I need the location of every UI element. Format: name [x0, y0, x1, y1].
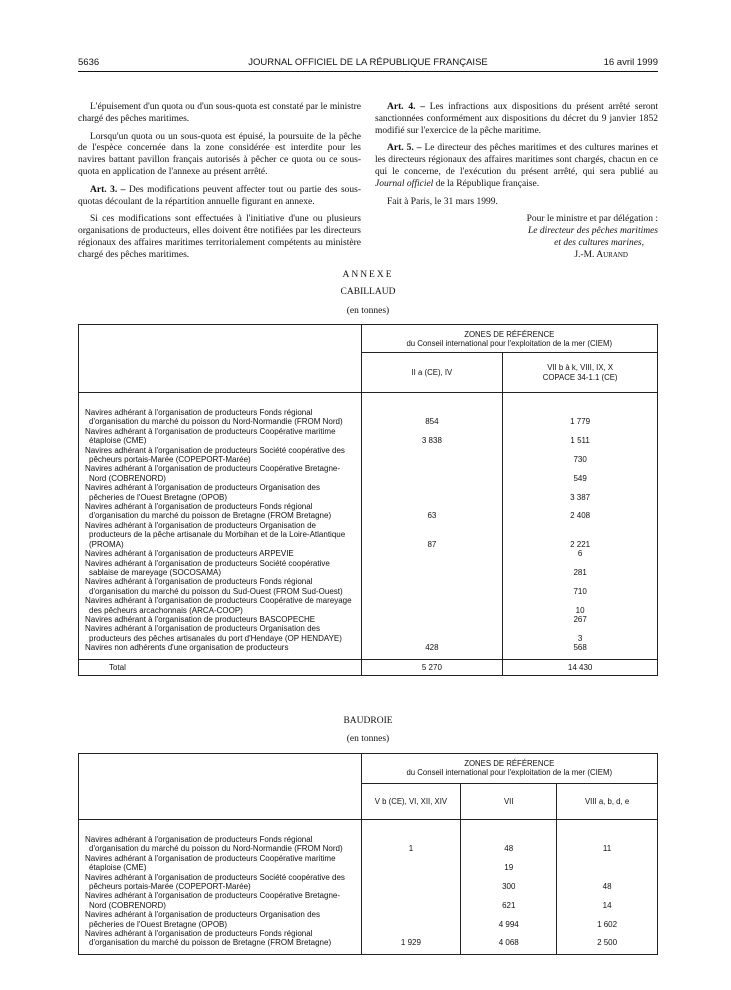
- column-label: COPACE 34-1.1 (CE): [542, 372, 618, 382]
- table-row-label: Navires adhérant à l'organisation de producteurs Organisation des pêcheries de l'Ouest Bretagne (OPOB): [85, 483, 320, 502]
- table-row-label: Navires adhérant à l'organisation de producteurs BASCOPECHE: [85, 614, 316, 624]
- header-rule: [78, 71, 658, 72]
- table-cell-value: 1 779: [570, 417, 591, 427]
- table-row-label: Navires adhérant à l'organisation de producteurs Société coopérative sablaise de mareyage (SOCOSAMA): [85, 558, 330, 577]
- article-text: Les infractions aux dispositions du présent arrêté seront sanctionnées conformément aux dispositions du décret du 9 janvier 1852 modifié sur l'exercice de la pêche maritime.: [375, 102, 658, 136]
- column-header: [461, 784, 557, 820]
- table-cell-value: [362, 910, 461, 929]
- table-row-label: Navires adhérant à l'organisation de producteurs Organisation des pêcheries de l'Ouest Bretagne (OPOB): [85, 910, 320, 929]
- table-cell-value: 1 929: [400, 938, 421, 948]
- table-cell-value: [362, 464, 503, 483]
- unit-label: (en tonnes): [346, 734, 390, 744]
- article-text: de la République française.: [435, 178, 540, 189]
- table-cell-value: 2 500: [597, 938, 618, 948]
- table-row-label: Navires adhérant à l'organisation de producteurs Coopérative maritime étaploise (CME): [85, 853, 336, 873]
- table-cell-value: 730: [573, 455, 587, 465]
- baudroie-table: [78, 753, 658, 955]
- table-cell-value: 854: [425, 417, 439, 427]
- signatory-name: J.-M. Aurand: [574, 249, 628, 260]
- column-header: [361, 353, 503, 393]
- zones-subtitle: du Conseil international pour l'exploitation de la mer (CIEM): [406, 768, 613, 778]
- table-cell-value: 3: [577, 633, 583, 643]
- right-column: [375, 102, 658, 262]
- table-cell-value: 1 602: [597, 919, 618, 929]
- done-at: Fait à Paris, le 31 mars 1999.: [387, 196, 498, 207]
- article-text: Des modifications peuvent affecter tout ou partie des sous-quotas découlant de la répartition annuelle figurant en annexe.: [78, 184, 361, 207]
- total-value: 5 270: [361, 659, 503, 675]
- table-row-label: Navires adhérant à l'organisation de producteurs Société coopérative des pêcheurs portais-Marée (COPEPORT-Marée): [85, 445, 345, 465]
- zones-title: ZONES DE RÉFÉRENCE: [464, 330, 555, 339]
- table-row-label: Navires non adhérents d'une organisation de producteurs: [85, 643, 289, 653]
- table-cell-value: 281: [573, 567, 587, 577]
- column-label: VIII a, b, d, e: [584, 796, 630, 806]
- left-column: [78, 102, 361, 268]
- table-cell-value: 549: [573, 473, 587, 483]
- table-row-label: Navires adhérant à l'organisation de producteurs Coopérative maritime étaploise (CME): [85, 426, 336, 446]
- table-row-label: Navires adhérant à l'organisation de producteurs Fonds régional d'organisation du marché du poisson de Bretagne (FROM Bretagne): [85, 502, 332, 521]
- annexe-title: ANNEXE: [342, 270, 394, 280]
- table-cell-value: 14: [602, 900, 612, 910]
- article-5: [375, 143, 658, 190]
- table-row-label: Navires adhérant à l'organisation de producteurs Fonds régional d'organisation du marché du poisson du Nord-Normandie (FROM Nord): [85, 408, 343, 427]
- column-label: VII: [503, 796, 514, 806]
- signature-line: et des cultures marines,: [554, 237, 644, 248]
- species-title: BAUDROIE: [343, 716, 393, 726]
- journal-title: JOURNAL OFFICIEL DE LA RÉPUBLIQUE FRANÇAISE: [248, 57, 488, 68]
- row-labels: [79, 820, 362, 955]
- table-cell-value: 6: [577, 549, 583, 559]
- zones-title: ZONES DE RÉFÉRENCE: [464, 759, 555, 768]
- table-cell-value: [362, 549, 503, 558]
- article-label: Art. 5. –: [387, 143, 422, 154]
- total-label: Total: [79, 659, 362, 675]
- zones-header: [361, 325, 657, 353]
- table-cell-value: 2 408: [570, 511, 591, 521]
- table-cell-value: 710: [573, 586, 587, 596]
- paragraph: L'épuisement d'un quota ou d'un sous-quota est constaté par le ministre chargé des pêches maritimes.: [78, 102, 361, 124]
- table-cell-value: 4 994: [498, 919, 519, 929]
- table-cell-value: 428: [425, 643, 439, 653]
- signature-block: [375, 214, 658, 261]
- issue-date: 16 avril 1999: [603, 57, 658, 68]
- table-cell-value: 267: [573, 614, 587, 624]
- table-cell-value: [362, 615, 503, 624]
- article-text: Le directeur des pêches maritimes et des cultures marines et les directeurs régionaux des affaires maritimes sont chargés, chacun en ce qui le concerne, de l'exécution du présent arrêté, qui sera publié au: [375, 143, 659, 177]
- journal-name: Journal officiel: [375, 178, 434, 189]
- column-header: [361, 784, 461, 820]
- table-cell-value: 3 838: [421, 436, 442, 446]
- table-cell-value: [362, 624, 503, 643]
- signature-line: Pour le ministre et par délégation :: [526, 214, 658, 225]
- table-cell-value: [362, 891, 461, 910]
- table-cell-value: 19: [504, 863, 514, 873]
- values-zone-3: [557, 820, 658, 955]
- table-cell-value: 621: [502, 900, 516, 910]
- cabillaud-table: [78, 324, 658, 676]
- table-row-label: Navires adhérant à l'organisation de producteurs Société coopérative des pêcheurs portais-Marée (COPEPORT-Marée): [85, 872, 345, 892]
- zones-header: [361, 754, 657, 784]
- empty-header-cell: [79, 325, 362, 393]
- table-cell-value: [362, 446, 503, 465]
- column-label: V b (CE), VI, XII, XIV: [374, 796, 448, 806]
- total-value: 14 430: [503, 659, 658, 675]
- values-zone-2: [503, 393, 658, 660]
- table-row-label: Navires adhérant à l'organisation de producteurs Organisation des producteurs des pêches artisanales du port d'Hendaye (OP HENDAYE): [85, 624, 342, 643]
- table-cell-value: [362, 873, 461, 892]
- column-header: [503, 353, 658, 393]
- table-row-label: Navires adhérant à l'organisation de producteurs ARPEVIE: [85, 549, 294, 559]
- table-cell-value: 2 221: [570, 539, 591, 549]
- table-cell-value: 3 387: [570, 492, 591, 502]
- table-cell-value: 4 068: [498, 938, 519, 948]
- table-cell-value: [362, 854, 461, 873]
- table-row-label: Navires adhérant à l'organisation de producteurs Coopérative Bretagne-Nord (COBRENORD): [85, 891, 341, 910]
- values-zone-2: [461, 820, 557, 955]
- table-cell-value: 568: [573, 643, 587, 653]
- column-label: II a (CE), IV: [411, 367, 453, 377]
- table-cell-value: [362, 559, 503, 578]
- zones-subtitle: du Conseil international pour l'exploitation de la mer (CIEM): [406, 339, 613, 349]
- article-4: [375, 102, 658, 137]
- species-title: CABILLAUD: [340, 287, 396, 297]
- table-cell-value: [362, 577, 503, 596]
- unit-label: (en tonnes): [346, 306, 390, 316]
- article-3: [78, 185, 361, 209]
- table-row-label: Navires adhérant à l'organisation de producteurs Coopérative Bretagne-Nord (COBRENORD): [85, 464, 341, 483]
- table-cell-value: 48: [602, 882, 612, 892]
- table-row-label: Navires adhérant à l'organisation de producteurs Organisation de producteurs de la pêche artisanale du Morbihan et de la Loire-Atlantique (PROMA): [85, 520, 346, 549]
- table-cell-value: 1: [408, 844, 414, 854]
- table-cell-value: 10: [575, 605, 585, 615]
- article-label: Art. 4. –: [387, 102, 425, 112]
- table-cell-value: 87: [427, 539, 437, 549]
- table-cell-value: 63: [427, 511, 437, 521]
- table-cell-value: [362, 483, 503, 502]
- table-cell-value: [362, 596, 503, 615]
- values-zone-1: [361, 393, 503, 660]
- table-cell-value: 1 511: [570, 436, 590, 446]
- table-cell-value: [557, 854, 657, 873]
- column-label: VII b à k, VIII, IX, X: [547, 363, 614, 373]
- page-number: 5636: [78, 57, 100, 68]
- paragraph: Si ces modifications sont effectuées à l'initiative d'une ou plusieurs organisations de producteurs, elles doivent être notifiées par les directeurs régionaux des affaires maritimes territorialement compétents au ministère chargé des pêches maritimes.: [78, 214, 361, 260]
- empty-header-cell: [79, 754, 362, 820]
- table-cell-value: 11: [602, 844, 612, 854]
- table-cell-value: 300: [502, 882, 516, 892]
- table-row-label: Navires adhérant à l'organisation de producteurs Fonds régional d'organisation du marché du poisson du Sud-Ouest (FROM Sud-Ouest): [85, 577, 343, 596]
- paragraph: Lorsqu'un quota ou un sous-quota est épuisé, la poursuite de la pêche de l'espèce concernée dans la zone considérée est interdite pour les navires battant pavillon français autorisés à pêcher ce quota ou ce sous-quota en application de l'annexe au présent arrêté.: [78, 131, 361, 177]
- values-zone-1: [361, 820, 461, 955]
- table-row-label: Navires adhérant à l'organisation de producteurs Coopérative de mareyage des pêcheurs arcachonnais (ARCA-COOP): [85, 596, 352, 615]
- table-cell-value: 48: [504, 844, 514, 854]
- row-labels: [79, 393, 362, 660]
- column-header: [557, 784, 658, 820]
- article-label: Art. 3. –: [90, 184, 126, 195]
- table-row-label: Navires adhérant à l'organisation de producteurs Fonds régional d'organisation du marché du poisson du Nord-Normandie (FROM Nord): [85, 835, 343, 854]
- signature-line: Le directeur des pêches maritimes: [528, 226, 658, 237]
- table-row-label: Navires adhérant à l'organisation de producteurs Fonds régional d'organisation du marché du poisson de Bretagne (FROM Bretagne): [85, 929, 332, 948]
